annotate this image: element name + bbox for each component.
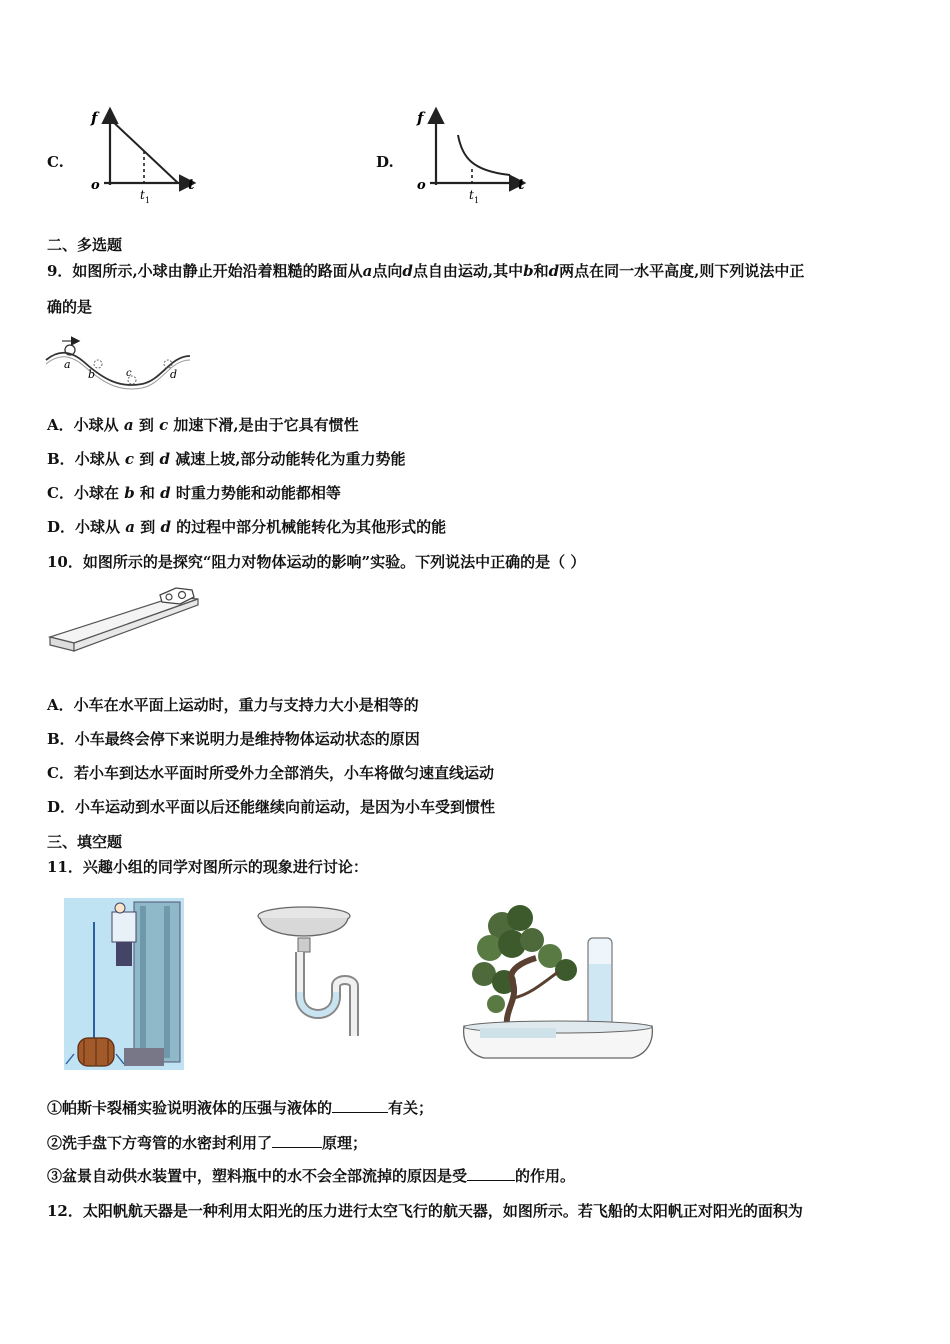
q9-label-a: a	[64, 358, 71, 371]
q10-option-d[interactable]: D．小车运动到水平面以后还能继续向前运动，是因为小车受到惯性	[47, 798, 496, 816]
q9-ball-b	[94, 360, 102, 368]
q9-label-c: c	[126, 368, 132, 379]
q12-stem: 12．太阳帆航天器是一种利用太阳光的压力进行太空飞行的航天器，如图所示。若飞船的太阳帆正对阳光的面积为	[47, 1202, 803, 1220]
q11-blank-1[interactable]	[332, 1098, 388, 1113]
q9-option-c[interactable]: C．小球在 b 和 d 时重力势能和动能都相等	[47, 484, 341, 502]
graph-d-t-label: t	[518, 177, 525, 193]
graph-c-t-label: t	[188, 177, 195, 193]
section-2-title: 二、多选题	[47, 236, 123, 254]
q9-stem-line2: 确的是	[47, 298, 93, 316]
option-c-label: C.	[47, 153, 64, 171]
q9-label-d: d	[170, 368, 178, 381]
q11-sink-basin	[260, 918, 348, 936]
graph-d-curve	[458, 135, 510, 175]
option-d-label: D.	[376, 153, 394, 171]
graph-c-t1-sub: 1	[145, 196, 151, 205]
graph-c-f-label: f	[91, 109, 98, 127]
q11-item-2: ②洗手盘下方弯管的水密封利用了 原理；	[47, 1134, 368, 1152]
q11-item-3: ③盆景自动供水装置中，塑料瓶中的水不会全部流掉的原因是受 的作用。	[47, 1167, 576, 1185]
q9-option-b[interactable]: B．小球从 c 到 d 减速上坡,部分动能转化为重力势能	[47, 450, 406, 468]
q11-pascal-barrel-figure	[64, 898, 184, 1070]
q10-stem: 10．如图所示的是探究“阻力对物体运动的影响”实验。下列说法中正确的是（ ）	[47, 553, 586, 571]
q11-sink-trap-figure	[256, 904, 366, 1039]
section-3-title: 三、填空题	[47, 833, 123, 851]
q11-u-trap	[300, 952, 354, 1036]
graph-c	[88, 105, 198, 205]
q10-ramp-figure	[48, 585, 208, 660]
graph-c-o-label: o	[91, 178, 100, 193]
graph-d-t1-label: t	[469, 188, 474, 202]
q11-stem: 11．兴趣小组的同学对图所示的现象进行讨论：	[47, 858, 368, 876]
q10-option-a[interactable]: A．小车在水平面上运动时，重力与支持力大小是相等的	[47, 696, 419, 714]
graph-d-o-label: o	[417, 178, 426, 193]
graph-d	[414, 105, 529, 205]
q10-option-b[interactable]: B．小车最终会停下来说明力是维持物体运动状态的原因	[47, 730, 420, 748]
q11-bonsai-bottle-figure	[462, 900, 657, 1065]
q11-blank-2[interactable]	[272, 1133, 322, 1148]
q9-stem-line1: 9．如图所示,小球由静止开始沿着粗糙的路面从a点向d点自由运动,其中b和d两点在同一水平高度,则下列说法中正	[47, 262, 805, 280]
q11-blank-3[interactable]	[467, 1166, 515, 1181]
q9-option-d[interactable]: D．小球从 a 到 d 的过程中部分机械能转化为其他形式的能	[47, 518, 447, 536]
graph-c-t1-label: t	[140, 188, 145, 202]
graph-d-f-label: f	[417, 109, 424, 127]
q9-label-b: b	[88, 368, 96, 381]
q10-option-c[interactable]: C．若小车到达水平面时所受外力全部消失，小车将做匀速直线运动	[47, 764, 494, 782]
q9-road-figure	[44, 338, 194, 393]
graph-d-t1-sub: 1	[474, 196, 480, 205]
q9-option-a[interactable]: A．小球从 a 到 c 加速下滑,是由于它具有惯性	[47, 416, 359, 434]
q11-item-1: ①帕斯卡裂桶实验说明液体的压强与液体的 有关；	[47, 1099, 434, 1117]
